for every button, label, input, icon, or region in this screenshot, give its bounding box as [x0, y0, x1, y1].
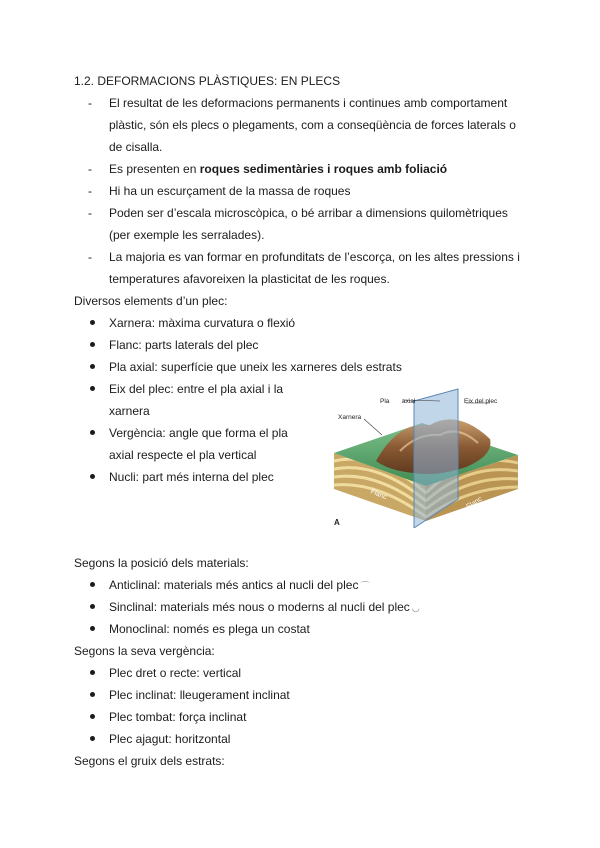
- label-xarnera: Xarnera: [338, 414, 362, 421]
- bullet-dot: [90, 736, 95, 741]
- vergence-dret: Plec dret o recte: vertical: [109, 666, 242, 680]
- bullet-dot: [90, 320, 95, 325]
- bullet-dot: [90, 364, 95, 369]
- leader-line-xarnera: [364, 419, 382, 435]
- section-heading: 1.2. DEFORMACIONS PLÀSTIQUES: EN PLECS: [74, 74, 341, 88]
- fold-diagram: [318, 381, 526, 528]
- label-eix-del-plec: Eix del plec: [464, 398, 498, 405]
- bullet-dot: [90, 342, 95, 347]
- thickness-title: Segons el gruix dels estrats:: [74, 754, 225, 768]
- label-axial: axial: [402, 398, 416, 405]
- dash-item-3: Hi ha un escurçament de la massa de roques: [109, 184, 351, 198]
- bullet-dot: [90, 670, 95, 675]
- bullet-dot: [90, 386, 95, 391]
- label-flanc-right: Flanc: [465, 495, 484, 511]
- bullet-dot: [90, 474, 95, 479]
- element-vergencia-line-1: Vergència: angle que forma el pla: [109, 426, 288, 440]
- element-xarnera: Xarnera: màxima curvatura o flexió: [109, 316, 296, 330]
- vergence-title: Segons la seva vergència:: [74, 644, 215, 658]
- dash-marker: -: [88, 184, 92, 198]
- label-flanc-left: Flanc: [369, 488, 388, 502]
- element-vergencia-line-2: axial respecte el pla vertical: [109, 448, 257, 462]
- elements-title: Diversos elements d’un plec:: [74, 294, 228, 308]
- element-nucli: Nucli: part més interna del plec: [109, 470, 274, 484]
- sinclinal-text: Sinclinal: materials més nous o moderns al nucli del plec: [109, 600, 410, 614]
- element-pla-axial: Pla axial: superfície que uneix les xarneres dels estrats: [109, 360, 402, 374]
- element-eix-line-1: Eix del plec: entre el pla axial i la: [109, 382, 284, 396]
- dash-marker: -: [88, 162, 92, 176]
- position-monoclinal: Monoclinal: només es plega un costat: [109, 622, 310, 636]
- dash-marker: -: [88, 96, 92, 110]
- label-letter-a: A: [334, 518, 340, 527]
- element-eix-line-2: xarnera: [109, 404, 150, 418]
- bullet-dot: [90, 430, 95, 435]
- vergence-tombat: Plec tombat: força inclinat: [109, 710, 247, 724]
- dash-item-2-prefix: Es presenten en: [109, 162, 200, 176]
- vergence-inclinat: Plec inclinat: lleugerament inclinat: [109, 688, 290, 702]
- dash-item-1-line-3: de cisalla.: [109, 140, 163, 154]
- dash-marker: -: [88, 206, 92, 220]
- anticline-icon: ⌒: [360, 581, 370, 591]
- bullet-dot: [90, 714, 95, 719]
- bullet-dot: [90, 626, 95, 631]
- dash-item-5-line-2: temperatures afavoreixen la plasticitat de les roques.: [109, 272, 390, 286]
- dash-item-5-line-1: La majoria es van formar en profunditats de l’escorça, on les altes pressions i: [109, 250, 520, 264]
- vergence-ajagut: Plec ajagut: horitzontal: [109, 732, 231, 746]
- bullet-dot: [90, 582, 95, 587]
- dash-item-1-line-1: El resultat de les deformacions permanents i continues amb comportament: [109, 96, 508, 110]
- anticlinal-text: Anticlinal: materials més antics al nucli del plec: [109, 578, 359, 592]
- position-anticlinal: [109, 577, 369, 593]
- position-title: Segons la posició dels materials:: [74, 556, 249, 570]
- dash-item-4-line-1: Poden ser d’escala microscòpica, o bé arribar a dimensions quilomètriques: [109, 206, 508, 220]
- dash-item-2: [109, 161, 447, 177]
- dash-marker: -: [88, 250, 92, 264]
- dash-item-4-line-2: (per exemple les serralades).: [109, 228, 265, 242]
- syncline-icon: ◡: [411, 603, 420, 613]
- element-flanc: Flanc: parts laterals del plec: [109, 338, 259, 352]
- position-sinclinal: [109, 599, 420, 615]
- dash-item-1-line-2: plàstic, són els plecs o plegaments, com a conseqüència de forces laterals o: [109, 118, 516, 132]
- bullet-dot: [90, 692, 95, 697]
- label-pla: Pla: [380, 398, 390, 405]
- bullet-dot: [90, 604, 95, 609]
- dash-item-2-bold: roques sedimentàries i roques amb foliació: [199, 162, 448, 176]
